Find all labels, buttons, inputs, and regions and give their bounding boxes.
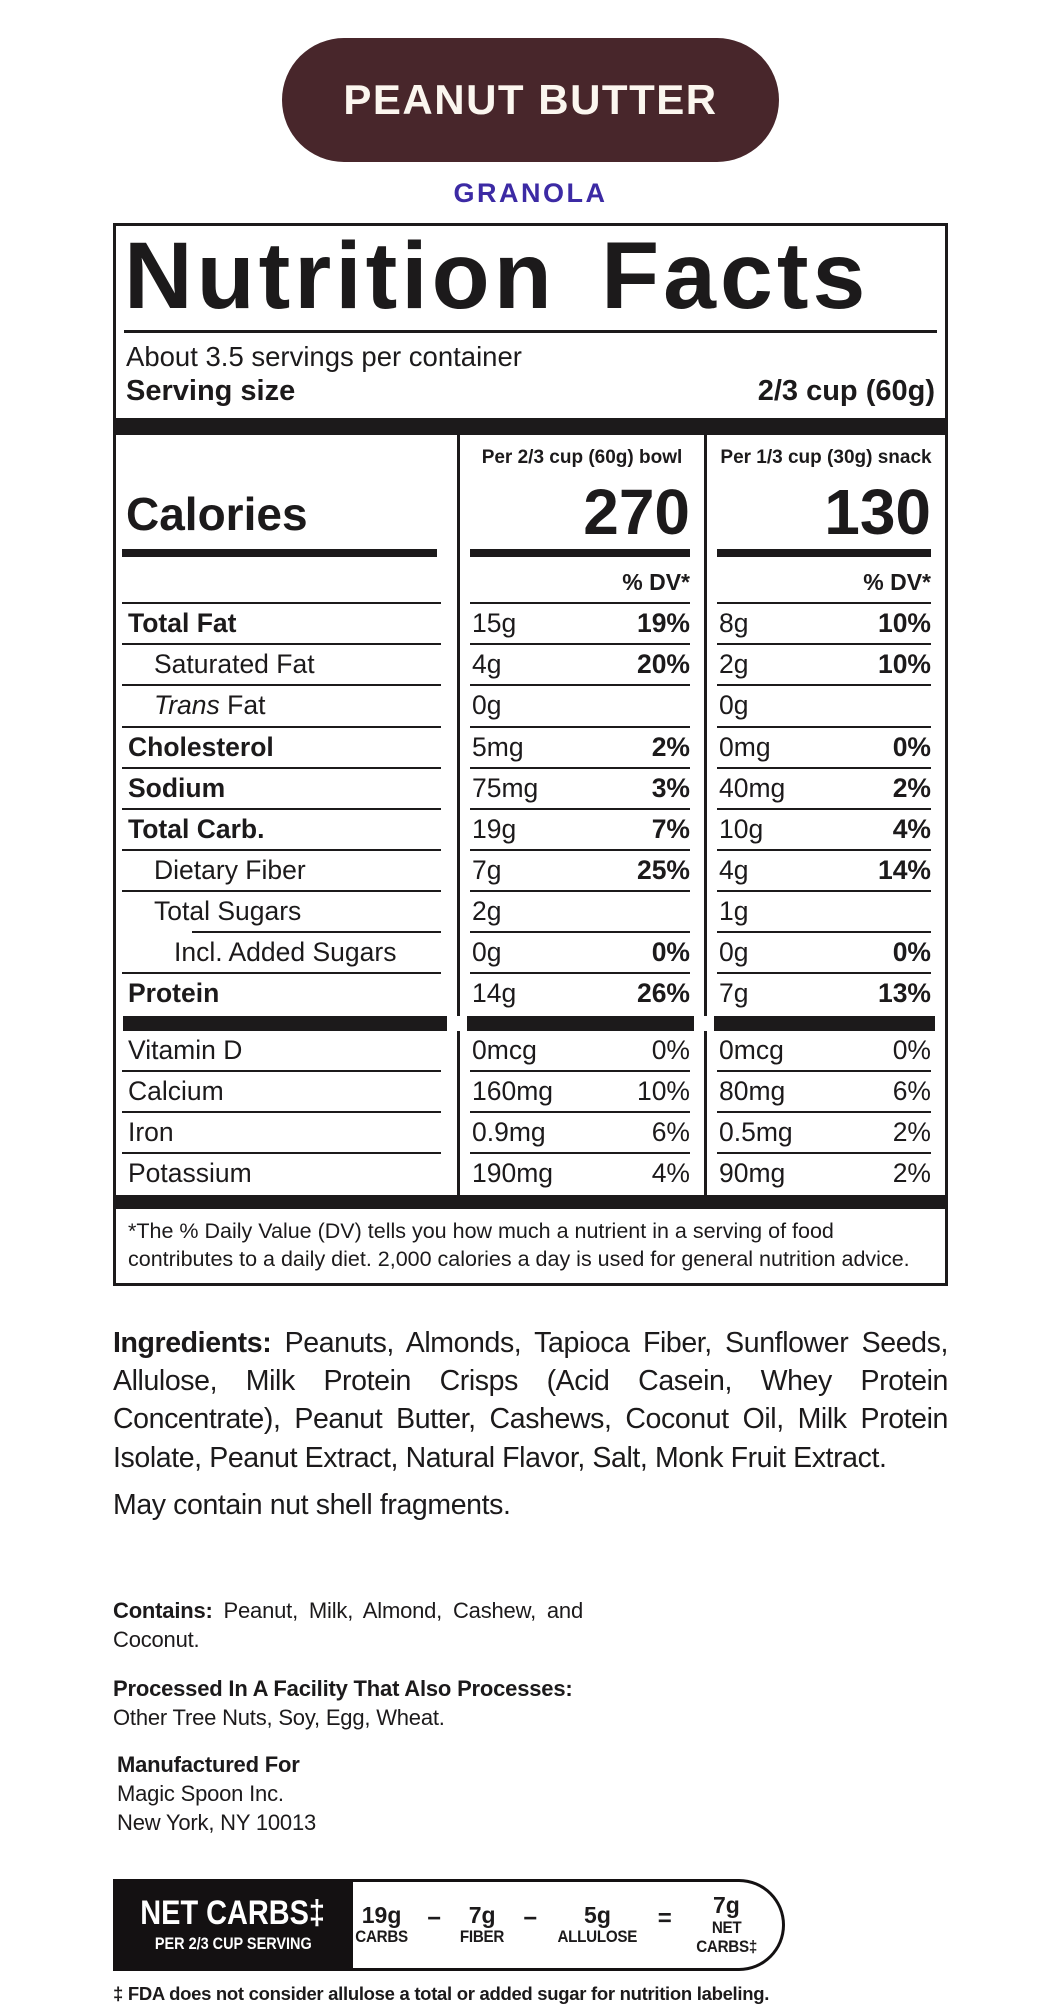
nutrient-values: [457, 1031, 704, 1072]
nutrient-label: [116, 810, 457, 851]
nutrient-label-text: Sodium: [128, 772, 226, 803]
nutrient-values: [457, 728, 704, 769]
dv-value: 2%: [651, 731, 690, 762]
manufacturer-name: Magic Spoon Inc.: [117, 1781, 284, 1806]
dv-value: 10%: [636, 1075, 690, 1106]
nutrient-values: [457, 1072, 704, 1113]
column-header-bowl: Per 2/3 cup (60g) bowl: [457, 435, 704, 469]
amount-value: 2g: [719, 649, 749, 680]
equation-label: NET CARBS‡: [695, 1918, 757, 1956]
facility-statement: [113, 1674, 948, 1732]
nutrient-values: [457, 892, 704, 933]
amount-value: 5mg: [472, 731, 524, 762]
separator-bar-fill: [467, 1016, 694, 1031]
nutrient-values: [457, 686, 704, 727]
nutrition-facts-title: Nutrition Facts: [124, 223, 870, 329]
dv-value: 0%: [892, 1034, 931, 1065]
amount-value: 7g: [472, 854, 502, 885]
net-carbs-title: NET CARBS‡: [140, 1894, 326, 1933]
amount-value: 80mg: [719, 1075, 786, 1106]
nutrient-values: [457, 604, 704, 645]
amount-value: 0g: [719, 690, 749, 721]
nutrient-label-text: Iron: [128, 1116, 174, 1147]
dv-value: 14%: [877, 854, 931, 885]
nutrient-label-italic: Trans: [154, 690, 220, 721]
dv-value: 0%: [651, 937, 690, 968]
nutrient-values: [704, 851, 945, 892]
separator-bar-fill: [714, 1016, 935, 1031]
serving-size-label: Serving size: [126, 375, 296, 408]
amount-value: 15g: [472, 608, 517, 639]
nutrient-label-text: Dietary Fiber: [154, 854, 306, 885]
amount-value: 0mg: [719, 731, 771, 762]
nutrient-values: [457, 645, 704, 686]
granola-label-page: [0, 38, 1061, 2005]
nutrient-label: [116, 851, 457, 892]
nutrient-label: [116, 892, 457, 933]
dv-value: 7%: [651, 813, 690, 844]
amount-value: 0g: [472, 937, 502, 968]
equation-operator: −: [523, 1905, 538, 1933]
equation-label: FIBER: [460, 1928, 505, 1947]
net-carbs-subtitle: PER 2/3 CUP SERVING: [154, 1934, 312, 1954]
nutrient-values: [704, 645, 945, 686]
amount-value: 10g: [719, 813, 764, 844]
nutrient-values: [457, 933, 704, 974]
flavor-badge: [282, 38, 779, 162]
dv-value: 10%: [877, 649, 931, 680]
column-header-snack: Per 1/3 cup (30g) snack: [704, 435, 945, 469]
contains-statement: [113, 1596, 583, 1654]
amount-value: 0mcg: [719, 1034, 784, 1065]
net-carbs-callout: [113, 1879, 785, 1971]
nutrient-values: [457, 974, 704, 1015]
nutrient-label-text: Cholesterol: [128, 731, 274, 762]
nutrient-values: [704, 892, 945, 933]
nutrient-values: [704, 686, 945, 727]
nutrient-values: [704, 728, 945, 769]
nutrient-values: [457, 810, 704, 851]
amount-value: 19g: [472, 813, 517, 844]
manufactured-for-label: Manufactured For: [117, 1751, 300, 1777]
equation-term: [554, 1903, 641, 1947]
nutrient-values: [457, 851, 704, 892]
dv-value: 2%: [892, 772, 931, 803]
allulose-footnote: ‡ FDA does not consider allulose a total or added sugar for nutrition labeling.: [113, 1983, 770, 2005]
nutrient-label: [116, 1113, 457, 1154]
flavor-badge-label: PEANUT BUTTER: [343, 76, 718, 123]
manufacturer-block: [113, 1750, 948, 1837]
nutrient-label-text: Calcium: [128, 1075, 224, 1106]
nutrient-values: [704, 604, 945, 645]
dv-value: 2%: [892, 1116, 931, 1147]
nutrient-values: [704, 769, 945, 810]
amount-value: 1g: [719, 896, 749, 927]
nutrient-values: [704, 810, 945, 851]
equation-value: 7g: [712, 1892, 740, 1919]
may-contain-note: May contain nut shell fragments.: [113, 1488, 511, 1521]
nutrient-label: [116, 769, 457, 810]
amount-value: 0g: [719, 937, 749, 968]
equation-operator: −: [427, 1905, 442, 1933]
amount-value: 4g: [719, 854, 749, 885]
manufacturer-city: New York, NY 10013: [117, 1810, 317, 1836]
nutrient-values: [704, 1031, 945, 1072]
amount-value: 8g: [719, 608, 749, 639]
nutrient-label-text: Total Carb.: [128, 813, 265, 844]
dv-value: 4%: [651, 1157, 690, 1188]
thick-divider-bar: [116, 418, 945, 435]
net-carbs-section: [113, 1879, 948, 2005]
calories-label: Calories: [116, 469, 457, 557]
net-carbs-header: [113, 1879, 353, 1971]
nutrient-label: [116, 604, 457, 645]
nutrient-label-text: Protein: [128, 978, 220, 1009]
nutrient-label: [116, 728, 457, 769]
contains-text: Peanut, Milk, Almond, Cashew, and Coconut.: [113, 1597, 583, 1652]
dv-header-spacer: [116, 557, 457, 604]
serving-size-row: [116, 373, 945, 418]
equation-label: ALLULOSE: [557, 1928, 638, 1947]
dv-value: 6%: [892, 1075, 931, 1106]
facility-text: Other Tree Nuts, Soy, Egg, Wheat.: [113, 1704, 445, 1730]
calories-value-snack: 130: [704, 469, 945, 557]
dv-header-bowl: % DV*: [457, 557, 704, 604]
equation-term: [458, 1903, 506, 1947]
dv-value: 26%: [636, 978, 690, 1009]
amount-value: 4g: [472, 649, 502, 680]
nutrient-values: [704, 1072, 945, 1113]
nutrient-values: [457, 1154, 704, 1195]
amount-value: 75mg: [472, 772, 539, 803]
equation-term: [353, 1903, 410, 1947]
nutrient-label-text: Potassium: [128, 1157, 252, 1188]
equation-value: 19g: [361, 1901, 402, 1928]
nutrient-label-text: Total Fat: [128, 608, 237, 639]
dv-value: 4%: [892, 813, 931, 844]
nutrient-label: [116, 1072, 457, 1113]
nutrient-values: [457, 1113, 704, 1154]
dv-value: 6%: [651, 1116, 690, 1147]
nutrient-label: [116, 1031, 457, 1072]
dv-header-snack: % DV*: [704, 557, 945, 604]
nutrition-table: [116, 435, 945, 1195]
equation-value: 7g: [468, 1901, 496, 1928]
ingredients-heading: Ingredients:: [113, 1327, 272, 1360]
amount-value: 7g: [719, 978, 749, 1009]
nutrient-label-text: Vitamin D: [128, 1034, 243, 1065]
separator-bar-fill: [123, 1016, 447, 1031]
dv-value: 13%: [877, 978, 931, 1009]
amount-value: 0mcg: [472, 1034, 537, 1065]
nutrient-label-text: Total Sugars: [154, 896, 302, 927]
nutrient-label: [116, 974, 457, 1015]
nutrient-values: [457, 769, 704, 810]
dv-value: 0%: [651, 1034, 690, 1065]
nutrition-facts-panel: [113, 223, 948, 1286]
nutrient-values: [704, 933, 945, 974]
amount-value: 2g: [472, 896, 502, 927]
calories-value-bowl: 270: [457, 469, 704, 557]
daily-value-footnote: *The % Daily Value (DV) tells you how much a nutrient in a serving of food contributes to a daily diet. 2,000 calories a day is used for general nutrition advice.: [128, 1219, 910, 1271]
nutrient-label: [116, 645, 457, 686]
facility-label: Processed In A Facility That Also Processes:: [113, 1675, 573, 1701]
separator-bar: [704, 1016, 945, 1031]
equation-operator: =: [657, 1905, 672, 1933]
equation-value: 5g: [584, 1901, 611, 1928]
dv-value: 10%: [877, 608, 931, 639]
separator-bar: [457, 1016, 704, 1031]
nutrient-values: [704, 974, 945, 1015]
amount-value: 40mg: [719, 772, 786, 803]
amount-value: 0.9mg: [472, 1116, 546, 1147]
nutrient-label-text: Saturated Fat: [154, 649, 315, 680]
separator-bar: [116, 1016, 457, 1031]
dv-value: 3%: [651, 772, 690, 803]
equation-label: CARBS: [355, 1928, 408, 1947]
nutrient-values: [704, 1154, 945, 1195]
product-type-label: GRANOLA: [453, 178, 608, 208]
amount-value: 0g: [472, 690, 502, 721]
nutrient-label: [116, 686, 457, 727]
dv-value: 25%: [636, 854, 690, 885]
allergen-section: [113, 1596, 948, 1837]
nutrient-label-text: Incl. Added Sugars: [174, 937, 397, 968]
nutrient-label: [116, 1154, 457, 1195]
dv-value: 19%: [636, 608, 690, 639]
nutrient-label-text: Fat: [219, 690, 266, 721]
dv-value: 20%: [636, 649, 690, 680]
ingredients-paragraph: [113, 1324, 948, 1477]
contains-label: Contains:: [113, 1597, 213, 1623]
amount-value: 160mg: [472, 1075, 554, 1106]
nutrient-label: [116, 933, 457, 974]
amount-value: 90mg: [719, 1157, 786, 1188]
bottom-thick-bar: [116, 1195, 945, 1209]
amount-value: 190mg: [472, 1157, 554, 1188]
header-spacer: [116, 435, 457, 469]
nutrient-values: [704, 1113, 945, 1154]
net-carbs-equation: [353, 1879, 785, 1971]
ingredients-text: Peanuts, Almonds, Tapioca Fiber, Sunflower Seeds, Allulose, Milk Protein Crisps (Acid Casein, Whey Protein Concentrate), Peanut Butter, Cashews, Coconut Oil, Milk Protein Isolate, Peanut Extract, Natural Flavor, Salt, Monk Fruit Extract.: [113, 1327, 948, 1474]
serving-size-value: 2/3 cup (60g): [757, 375, 935, 408]
equation-term: [689, 1893, 764, 1956]
dv-value: 2%: [892, 1157, 931, 1188]
dv-value: 0%: [892, 937, 931, 968]
servings-per-container: About 3.5 servings per container: [126, 341, 522, 373]
amount-value: 0.5mg: [719, 1116, 793, 1147]
amount-value: 14g: [472, 978, 517, 1009]
dv-value: 0%: [892, 731, 931, 762]
